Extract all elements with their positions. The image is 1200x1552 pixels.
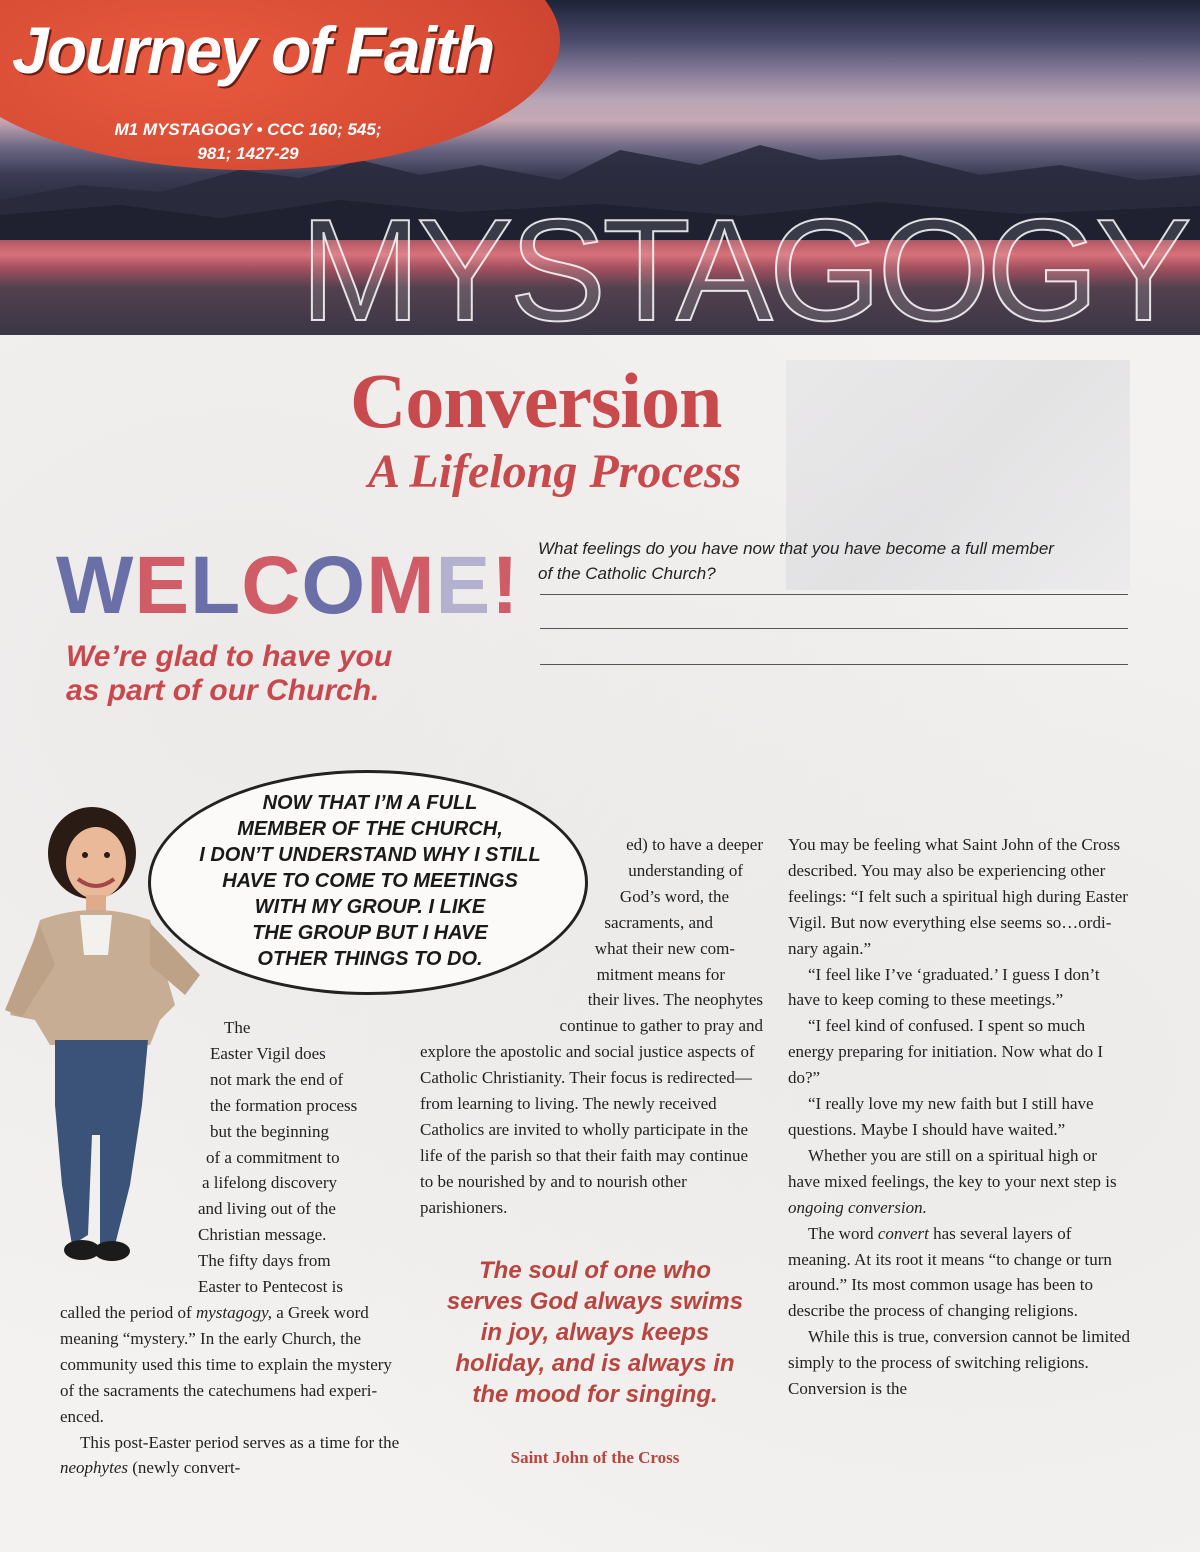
text-run: (newly convert-	[127, 1458, 241, 1478]
lesson-code-line-1: M1 MYSTAGOGY • CCC 160; 545;	[114, 120, 382, 139]
article-subtitle: A Lifelong Process	[368, 445, 742, 498]
welcome-word	[56, 540, 520, 631]
answer-line	[540, 628, 1128, 629]
lesson-code-line-2: 981; 1427-29	[197, 144, 299, 163]
bubble-line: I DON’T UNDERSTAND WHY I STILL	[199, 844, 541, 866]
column-3-paragraph: “I feel like I’ve ‘graduated.’ I guess I don’t have to keep coming to these meetings.”	[788, 964, 1100, 1010]
body-line: The fifty days from	[198, 1251, 331, 1271]
column-3-paragraph: While this is true, conversion cannot be limited simply to the process of switching religions. Conversion is the	[788, 1327, 1130, 1399]
body-line: ed) to have a deeper	[626, 835, 763, 854]
welcome-heading	[56, 540, 520, 631]
body-line: continue to gather to pray and	[559, 1016, 763, 1036]
answer-line	[540, 594, 1128, 595]
welcome-tagline-line-2: as part of our Church.	[66, 674, 380, 707]
pull-quote-attribution: Saint John of the Cross	[510, 1448, 680, 1467]
body-line: understanding of	[628, 860, 743, 880]
body-line: God’s word, the	[619, 886, 729, 906]
reflection-question-line-1: What feelings do you have now that you have become a full member	[538, 539, 1054, 558]
lesson-code	[88, 118, 408, 166]
bubble-line: OTHER THINGS TO DO.	[257, 948, 483, 970]
welcome-tagline-line-1: We’re glad to have you	[66, 640, 393, 673]
header-banner	[0, 0, 1200, 335]
banner-word: MYSTAGOGY	[300, 189, 1188, 335]
body-line: mitment means for	[596, 964, 725, 984]
body-line: the formation process	[210, 1095, 358, 1115]
text-run: has several layers of meaning. At its root it means “to change or turn around.” Its most common usage has been to describe the process of changing religions.	[788, 1223, 1112, 1321]
bubble-line: HAVE TO COME TO MEETINGS	[222, 870, 518, 892]
column-1-wrapped-lines	[60, 1015, 400, 1300]
welcome-tagline	[66, 640, 506, 708]
answer-line	[540, 664, 1128, 665]
bubble-line: WITH MY GROUP. I LIKE	[254, 896, 486, 918]
bubble-line: NOW THAT I’M A FULL	[262, 792, 478, 814]
reflection-question-line-2: of the Catholic Church?	[538, 564, 716, 583]
emphasis-neophytes: neophytes	[60, 1458, 128, 1478]
body-line: Easter to Pentecost is	[198, 1277, 343, 1297]
text-run: a Greek word meaning “mystery.” In the early Church, the community used this time to explain the mystery of the sacraments the catechumens had experienced.	[60, 1302, 392, 1426]
column-2	[420, 832, 765, 1221]
body-line: not mark the end of	[210, 1069, 344, 1089]
body-line: of a commitment to	[206, 1147, 340, 1167]
column-3-paragraph	[788, 1143, 1133, 1221]
column-1-paragraph-2	[60, 1430, 400, 1482]
emphasis-convert: convert	[877, 1223, 929, 1243]
emphasis-mystagogy: mystagogy,	[195, 1302, 272, 1322]
column-1-paragraph-1	[60, 1300, 400, 1430]
welcome-letter: C	[241, 540, 302, 631]
body-line: The	[224, 1018, 251, 1037]
text-run: Whether you are still on a spiritual high or have mixed feelings, the key to your next step is	[788, 1145, 1117, 1191]
welcome-letter: O	[301, 540, 367, 631]
column-3-paragraph: You may be feeling what Saint John of the Cross described. You may also be experiencing other feelings: “I felt such a spiritual high during Easter Vigil. But now everything else seems so…ordinary again.”	[788, 835, 1128, 958]
text-run: This post-Easter period serves as a time for the	[80, 1432, 400, 1452]
pull-quote: The soul of one who serves God always swims in joy, always keeps holiday, and is always in the mood for singing.	[446, 1257, 744, 1408]
bubble-line: MEMBER OF THE CHURCH,	[237, 818, 503, 840]
body-line: Christian message.	[198, 1225, 327, 1245]
column-3	[788, 832, 1133, 1402]
text-run: The word	[808, 1223, 878, 1243]
column-3-paragraph: “I really love my new faith but I still have questions. Maybe I should have waited.”	[788, 1094, 1094, 1139]
column-2-wrapped-lines	[420, 832, 765, 1039]
body-line: but the beginning	[210, 1121, 329, 1141]
column-3-paragraph: “I feel kind of confused. I spent so much energy preparing for initiation. Now what do I do?”	[788, 1016, 1104, 1088]
welcome-letter: L	[190, 540, 242, 631]
body-line: sacraments, and	[604, 912, 713, 932]
welcome-letter: E	[435, 540, 492, 631]
bubble-line: THE GROUP BUT I HAVE	[252, 922, 488, 944]
article-title: Conversion	[350, 357, 722, 444]
body-line: what their new com-	[594, 938, 735, 958]
welcome-letter: M	[366, 540, 436, 631]
welcome-letter: E	[134, 540, 191, 631]
column-1	[60, 1015, 400, 1481]
body-line: their lives. The neophytes	[587, 990, 763, 1010]
text-run: called the period of	[60, 1302, 196, 1322]
body-line: a lifelong discovery	[202, 1173, 338, 1193]
emphasis-ongoing-conversion: ongoing conversion.	[788, 1197, 927, 1217]
body-line: and living out of the	[198, 1199, 336, 1219]
body-line: Easter Vigil does	[210, 1043, 326, 1063]
welcome-letter: !	[491, 540, 520, 631]
welcome-letter: W	[56, 540, 135, 631]
reflection-question	[538, 536, 1138, 586]
series-title: Journey of Faith	[12, 13, 494, 87]
column-3-paragraph	[788, 1221, 1133, 1325]
column-2-paragraph: explore the apostolic and social justice aspects of Catholic Christianity. Their focus is redirected—from learning to living. The newly received Catholics are invited to wholly participate in the life of the parish so that their faith may continue to be nourished by and to nourish other parishioners.	[420, 1042, 755, 1217]
